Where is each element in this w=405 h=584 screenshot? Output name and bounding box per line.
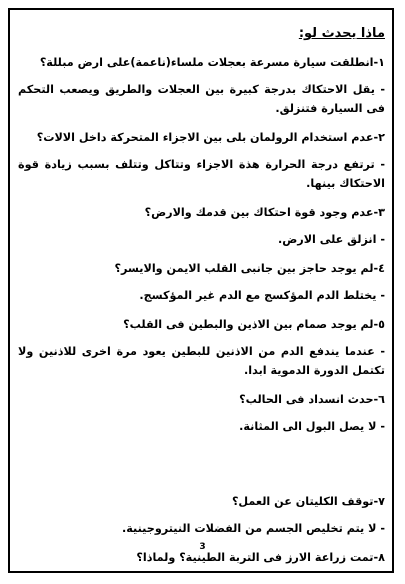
answer-line: - لا يصل البول الى المثانة. bbox=[239, 420, 385, 433]
answer-line: - يقل الاحتكاك بدرجة كبيرة بين العجلات والطريق ويصعب التحكم فى السيارة فتنزلق. bbox=[18, 83, 385, 115]
section-gap bbox=[18, 452, 385, 476]
answer-line: - عندما يندفع الدم من الاذنين للبطين يعود مرة اخرى للاذنين ولا تكتمل الدورة الدموية ابدا. bbox=[18, 345, 385, 377]
question-line: ٥-لم يوجد صمام بين الاذين والبطين فى القلب؟ bbox=[123, 318, 385, 331]
answer-line: - يختلط الدم المؤكسج مع الدم غير المؤكسج. bbox=[139, 289, 385, 302]
question-line: ٦-حدث انسداد فى الحالب؟ bbox=[239, 393, 385, 406]
question-line: ٣-عدم وجود قوة احتكاك بين قدمك والارض؟ bbox=[144, 206, 385, 219]
answer-line: - لا يتم تخليص الجسم من الفضلات النيتروجينية. bbox=[122, 522, 385, 535]
question-line: ٧-توقف الكليتان عن العمل؟ bbox=[231, 495, 385, 508]
question-line: ٨-تمت زراعة الارز فى التربة الطينية؟ ولماذا؟ bbox=[136, 551, 385, 564]
answer-line: - انزلق على الارض. bbox=[277, 233, 385, 246]
answer-line: - ترتفع درجة الحرارة هذة الاجزاء وتتاكل وتتلف بسبب زيادة قوة الاحتكاك بينها. bbox=[18, 158, 385, 190]
question-line: ٢-عدم استخدام الرولمان بلى بين الاجزاء المتحركة داخل الالات؟ bbox=[36, 131, 385, 144]
question-line: ٤-لم يوجد حاجز بين جانبى القلب الايمن والايسر؟ bbox=[114, 262, 385, 275]
page-number: 3 bbox=[199, 542, 206, 552]
question-line: ١-انطلقت سيارة مسرعة بعجلات ملساء(ناعمة)على ارض مبللة؟ bbox=[39, 56, 385, 69]
qa-list bbox=[18, 53, 385, 567]
page-content bbox=[18, 26, 385, 575]
page-title: ماذا يحدث لو: bbox=[298, 26, 385, 41]
